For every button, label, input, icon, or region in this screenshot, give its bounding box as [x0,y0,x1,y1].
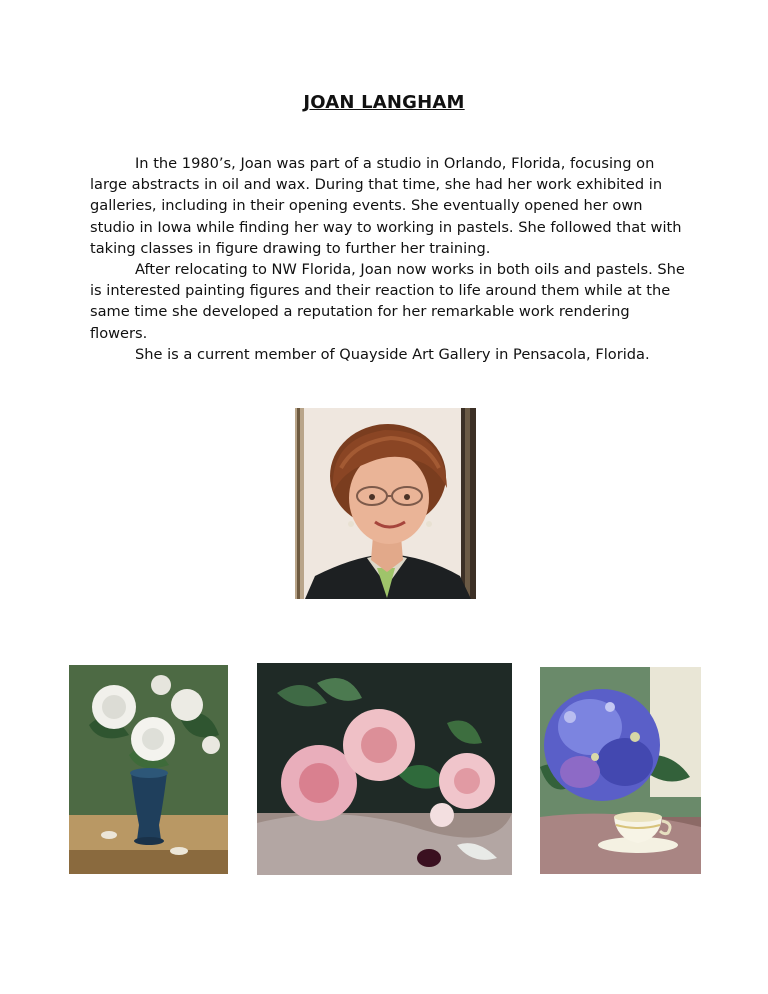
bio-paragraph-3: She is a current member of Quayside Art Gallery in Pensacola, Florida. [135,345,650,363]
white-roses-painting [69,665,228,874]
bio-paragraph-2: After relocating to NW Florida, Joan now works in both oils and pastels. She is interested painting figures and their reaction to life around them while at the same time she developed a reputation for her remarkable work rendering flowers. [90,261,685,342]
hydrangea-teacup-painting [540,667,701,874]
page-title: JOAN LANGHAM [303,92,465,113]
biography-text [90,153,690,365]
bio-paragraph-1: In the 1980’s, Joan was part of a studio in Orlando, Florida, focusing on large abstracts in oil and wax. During that time, she had her work exhibited in galleries, including in their opening events. She eventually opened her own studio in Iowa while finding her way to working in pastels. She followed that with taking classes in figure drawing to further her training. [90,155,682,257]
pink-roses-painting [257,663,512,875]
artist-portrait-photo [295,408,476,599]
